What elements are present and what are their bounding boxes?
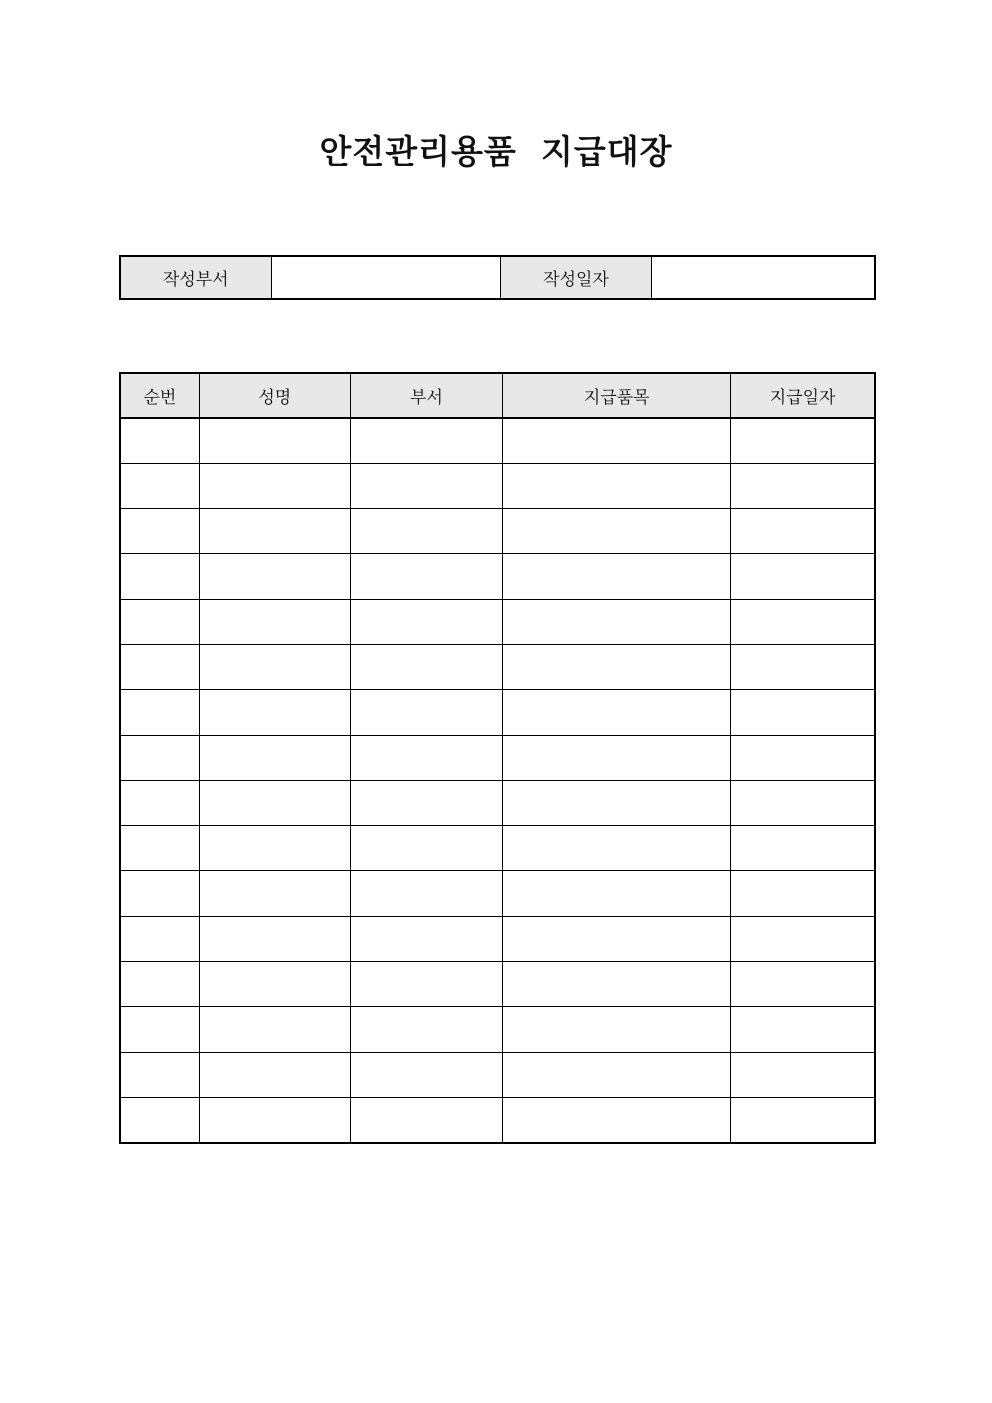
table-cell[interactable]	[199, 735, 350, 780]
table-cell[interactable]	[199, 599, 350, 644]
table-cell[interactable]	[731, 554, 875, 599]
table-row	[120, 1097, 875, 1142]
table-row	[120, 463, 875, 508]
table-cell[interactable]	[503, 418, 731, 463]
table-cell[interactable]	[731, 1052, 875, 1097]
info-table-row	[120, 256, 875, 299]
table-cell[interactable]	[350, 826, 503, 871]
table-cell[interactable]	[120, 780, 199, 825]
table-row	[120, 418, 875, 463]
table-cell[interactable]	[199, 554, 350, 599]
table-cell[interactable]	[731, 1097, 875, 1142]
table-cell[interactable]	[199, 463, 350, 508]
table-cell[interactable]	[199, 780, 350, 825]
table-row	[120, 735, 875, 780]
table-cell[interactable]	[199, 1097, 350, 1142]
table-cell[interactable]	[731, 644, 875, 689]
column-header-1: 순번	[120, 373, 199, 418]
table-cell[interactable]	[731, 418, 875, 463]
table-row	[120, 826, 875, 871]
table-cell[interactable]	[350, 644, 503, 689]
table-cell[interactable]	[199, 871, 350, 916]
table-cell[interactable]	[503, 871, 731, 916]
supply-table-header-row	[120, 373, 875, 418]
info-label-department: 작성부서	[120, 256, 271, 299]
supply-table-body	[120, 418, 875, 1143]
table-cell[interactable]	[120, 1052, 199, 1097]
table-cell[interactable]	[731, 871, 875, 916]
table-cell[interactable]	[503, 554, 731, 599]
table-cell[interactable]	[350, 509, 503, 554]
column-header-2: 성명	[199, 373, 350, 418]
table-cell[interactable]	[503, 599, 731, 644]
column-header-4: 지급품목	[503, 373, 731, 418]
table-cell[interactable]	[350, 871, 503, 916]
info-label-date: 작성일자	[501, 256, 652, 299]
table-cell[interactable]	[350, 916, 503, 961]
table-cell[interactable]	[199, 916, 350, 961]
table-cell[interactable]	[120, 1007, 199, 1052]
table-cell[interactable]	[503, 1052, 731, 1097]
table-cell[interactable]	[120, 644, 199, 689]
table-cell[interactable]	[199, 644, 350, 689]
info-value-department[interactable]	[271, 256, 501, 299]
table-cell[interactable]	[503, 644, 731, 689]
table-row	[120, 871, 875, 916]
table-cell[interactable]	[120, 735, 199, 780]
table-cell[interactable]	[350, 463, 503, 508]
table-cell[interactable]	[120, 826, 199, 871]
info-table	[119, 255, 876, 300]
document-title: 안전관리용품 지급대장	[319, 133, 673, 170]
table-cell[interactable]	[199, 826, 350, 871]
table-row	[120, 644, 875, 689]
table-cell[interactable]	[731, 780, 875, 825]
table-row	[120, 1007, 875, 1052]
table-row	[120, 916, 875, 961]
table-cell[interactable]	[731, 463, 875, 508]
table-cell[interactable]	[120, 418, 199, 463]
table-cell[interactable]	[503, 463, 731, 508]
table-cell[interactable]	[503, 962, 731, 1007]
column-header-3: 부서	[350, 373, 503, 418]
column-header-5: 지급일자	[731, 373, 875, 418]
table-cell[interactable]	[731, 735, 875, 780]
table-row	[120, 554, 875, 599]
table-cell[interactable]	[120, 463, 199, 508]
table-cell[interactable]	[350, 962, 503, 1007]
table-row	[120, 1052, 875, 1097]
table-cell[interactable]	[731, 1007, 875, 1052]
table-cell[interactable]	[199, 418, 350, 463]
table-cell[interactable]	[503, 509, 731, 554]
table-cell[interactable]	[350, 1052, 503, 1097]
table-cell[interactable]	[350, 735, 503, 780]
table-cell[interactable]	[120, 1097, 199, 1142]
table-row	[120, 509, 875, 554]
table-row	[120, 690, 875, 735]
table-cell[interactable]	[503, 916, 731, 961]
info-value-date[interactable]	[652, 256, 875, 299]
table-cell[interactable]	[731, 509, 875, 554]
table-cell[interactable]	[731, 599, 875, 644]
table-cell[interactable]	[199, 1052, 350, 1097]
table-cell[interactable]	[503, 1007, 731, 1052]
table-cell[interactable]	[350, 780, 503, 825]
table-cell[interactable]	[120, 554, 199, 599]
table-cell[interactable]	[503, 826, 731, 871]
table-cell[interactable]	[120, 599, 199, 644]
table-cell[interactable]	[199, 1007, 350, 1052]
table-cell[interactable]	[350, 599, 503, 644]
table-cell[interactable]	[731, 962, 875, 1007]
table-row	[120, 599, 875, 644]
table-cell[interactable]	[350, 554, 503, 599]
table-cell[interactable]	[199, 509, 350, 554]
table-cell[interactable]	[120, 509, 199, 554]
table-cell[interactable]	[503, 1097, 731, 1142]
table-row	[120, 962, 875, 1007]
table-cell[interactable]	[731, 690, 875, 735]
table-cell[interactable]	[731, 916, 875, 961]
table-cell[interactable]	[120, 871, 199, 916]
table-cell[interactable]	[350, 690, 503, 735]
table-cell[interactable]	[503, 690, 731, 735]
table-cell[interactable]	[350, 418, 503, 463]
table-row	[120, 780, 875, 825]
table-cell[interactable]	[350, 1007, 503, 1052]
table-cell[interactable]	[503, 735, 731, 780]
supply-table	[119, 372, 876, 1144]
table-cell[interactable]	[199, 690, 350, 735]
table-cell[interactable]	[503, 780, 731, 825]
table-cell[interactable]	[120, 916, 199, 961]
table-cell[interactable]	[731, 826, 875, 871]
table-cell[interactable]	[120, 690, 199, 735]
table-cell[interactable]	[199, 962, 350, 1007]
table-cell[interactable]	[350, 1097, 503, 1142]
table-cell[interactable]	[120, 962, 199, 1007]
